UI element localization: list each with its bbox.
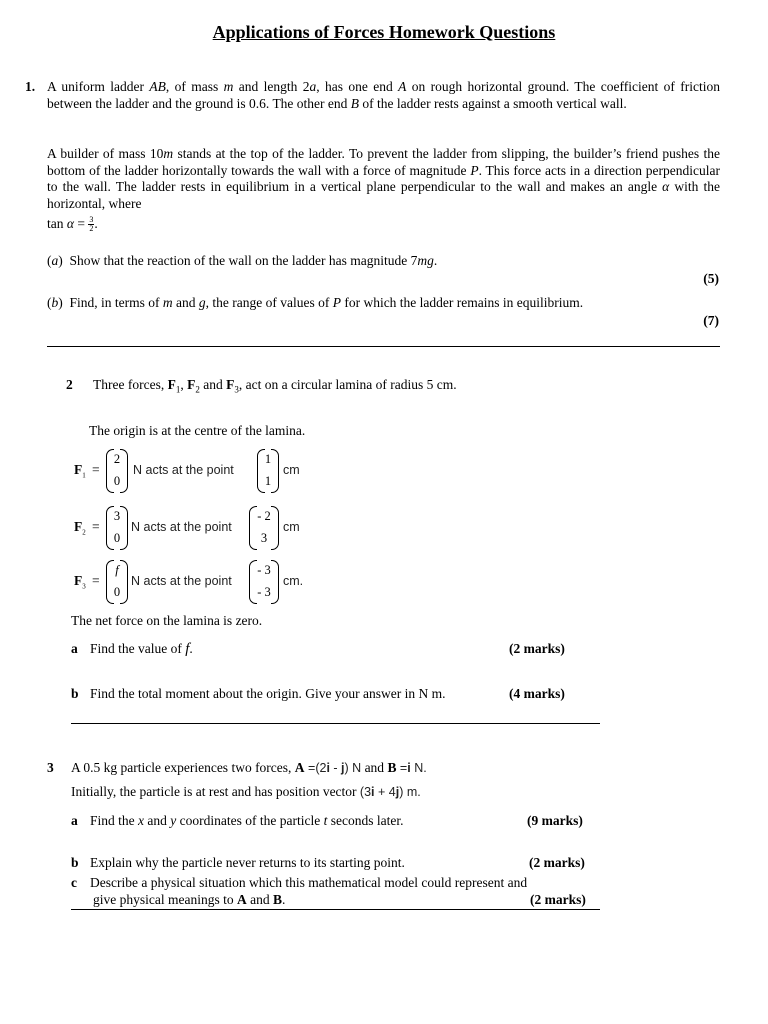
force-2-unit: cm	[283, 520, 300, 534]
question-3a-label: a	[71, 813, 78, 828]
force-2-point-vector: - 2 3	[249, 506, 279, 548]
page-title: Applications of Forces Homework Questions	[212, 22, 556, 42]
question-1a-marks: (5)	[703, 271, 719, 286]
question-2a-marks: (2 marks)	[509, 641, 565, 656]
force-3-label: $F_3$	[74, 573, 86, 591]
force-3-point-vector: - 3 - 3	[249, 560, 279, 602]
force-1-text: N acts at the point	[133, 463, 234, 477]
question-3-number: 3	[47, 760, 54, 775]
force-1-point-vector: 1 1	[257, 449, 279, 491]
force-2-text: N acts at the point	[131, 520, 232, 534]
question-2-intro: Three forces, $F_1$, $F_2$ and $F_3$, act on a circular lamina of radius 5 cm.	[93, 377, 457, 395]
force-1-label: $F_1$	[74, 462, 86, 480]
question-3-line-1: A 0.5 kg particle experiences two forces, A =(2i - j) N and B =i N.	[71, 760, 427, 775]
force-2-equals: =	[92, 519, 100, 534]
question-3-line-2: Initially, the particle is at rest and has position vector (3i + 4j) m.	[71, 784, 421, 799]
question-2a-label: a	[71, 641, 78, 656]
force-3-equals: =	[92, 573, 100, 588]
force-1-vector: 2 0	[106, 449, 128, 491]
question-1b: (b) Find, in terms of m and g, the range of values of P for which the ladder remains in equilibrium.	[47, 295, 584, 310]
question-3b: Explain why the particle never returns to its starting point.	[90, 855, 405, 870]
question-1b-marks: (7)	[703, 313, 719, 328]
question-2b-marks: (4 marks)	[509, 686, 565, 701]
divider-2	[71, 723, 600, 724]
question-1-paragraph-1: A uniform ladder AB, of mass m and length 2a, has one end A on rough horizontal ground. The coefficient of friction between the ladder and the ground is 0.6. The other end B of the ladder rests against a smooth vertical wall.	[47, 79, 721, 111]
tan-alpha-equation: tan α = $\frac{3}{2}$ .	[47, 215, 98, 234]
question-3b-marks: (2 marks)	[529, 855, 585, 870]
question-3c-marks: (2 marks)	[530, 892, 586, 907]
force-2-vector: 3 0	[106, 506, 128, 548]
question-3c-line-1: Describe a physical situation which this mathematical model could represent and	[90, 875, 528, 890]
question-3c-label: c	[71, 875, 77, 890]
question-2a: Find the value of f.	[90, 641, 193, 657]
question-2b: Find the total moment about the origin. Give your answer in N m.	[90, 686, 446, 701]
question-1-paragraph-2: A builder of mass 10m stands at the top of the ladder. To prevent the ladder from slipping, the builder’s friend pushes the bottom of the ladder horizontally towards the wall with a force of magnitude P. This force acts in a direction perpendicular to the wall. The ladder rests in equilibrium in a vertical plane perpendicular to the wall and makes an angle α with the horizontal, where	[47, 146, 720, 211]
question-2-number: 2	[66, 377, 73, 392]
force-3-vector: f 0	[106, 560, 128, 602]
question-1-number: 1.	[25, 79, 36, 94]
question-1a: (a) Show that the reaction of the wall on the ladder has magnitude 7mg.	[47, 253, 438, 268]
divider-1	[47, 346, 720, 347]
question-3c-line-2: give physical meanings to A and B.	[93, 892, 286, 907]
force-3-unit: cm.	[283, 574, 304, 588]
question-3b-label: b	[71, 855, 79, 870]
question-2b-label: b	[71, 686, 79, 701]
force-1-unit: cm	[283, 463, 300, 477]
divider-3	[71, 909, 600, 910]
origin-statement: The origin is at the centre of the lamina.	[89, 423, 306, 438]
question-3a-marks: (9 marks)	[527, 813, 583, 828]
fraction-three-halves: $\frac{3}{2}$	[89, 215, 94, 234]
force-2-label: $F_2$	[74, 519, 86, 537]
force-1-equals: =	[92, 462, 100, 477]
net-force-statement: The net force on the lamina is zero.	[71, 613, 263, 628]
question-3a: Find the x and y coordinates of the particle t seconds later.	[90, 813, 404, 828]
force-3-text: N acts at the point	[131, 574, 232, 588]
